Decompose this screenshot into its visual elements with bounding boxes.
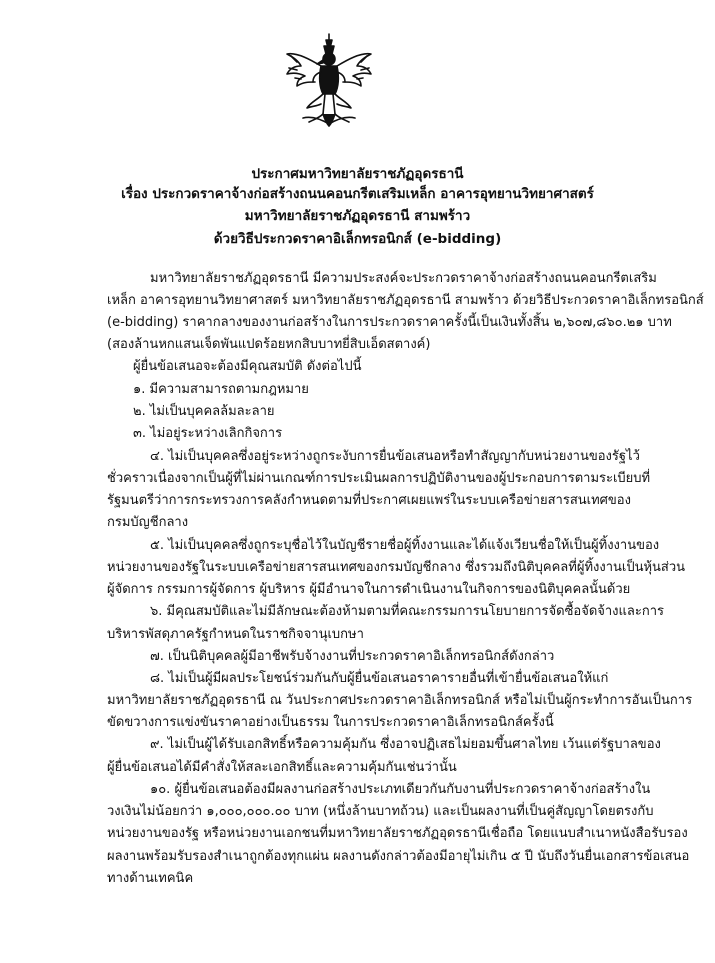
- list-item: ๕. ไม่เป็นบุคคลซึ่งถูกระบุชื่อไว้ในบัญชีรายชื่อผู้ทิ้งงานและได้แจ้งเวียนชื่อให้เป็นผู้ทิ้งงานของ: [150, 538, 660, 553]
- body-line: มหาวิทยาลัยราชภัฏอุดรธานี มีความประสงค์จะประกวดราคาจ้างก่อสร้างถนนคอนกรีตเสริม: [150, 271, 657, 286]
- subject-location: มหาวิทยาลัยราชภัฏอุดรธานี สามพร้าว: [244, 208, 471, 224]
- list-item: ๒. ไม่เป็นบุคคลล้มละลาย: [133, 404, 275, 419]
- list-item-cont: วงเงินไม่น้อยกว่า ๑,๐๐๐,๐๐๐.๐๐ บาท (หนึ่งล้านบาทถ้วน) และเป็นผลงานที่เป็นคู่สัญญาโดยตรงกับ: [107, 804, 654, 819]
- list-item: ๑. มีความสามารถตามกฎหมาย: [133, 382, 309, 397]
- list-item-cont: ทางด้านเทคนิค: [107, 871, 194, 886]
- list-item: ๓. ไม่อยู่ระหว่างเลิกกิจการ: [133, 426, 283, 441]
- announcement-heading: ประกาศมหาวิทยาลัยราชภัฏอุดรธานี: [251, 166, 464, 182]
- list-item: ๙. ไม่เป็นผู้ได้รับเอกสิทธิ์หรือความคุ้มกัน ซึ่งอาจปฏิเสธไม่ยอมขึ้นศาลไทย เว้นแต่รัฐบาลของ: [150, 737, 661, 752]
- list-item-cont: บริหารพัสดุภาครัฐกำหนดในราชกิจจานุเบกษา: [107, 627, 364, 642]
- list-item-cont: ขัดขวางการแข่งขันราคาอย่างเป็นธรรม ในการประกวดราคาอิเล็กทรอนิกส์ครั้งนี้: [107, 715, 554, 730]
- list-item-cont: ผู้จัดการ กรรมการผู้จัดการ ผู้บริหาร ผู้มีอำนาจในการดำเนินงานในกิจการของนิติบุคคลนั้นด้วย: [107, 582, 631, 597]
- body-line: (สองล้านหกแสนเจ็ดพันแปดร้อยหกสิบบาทยี่สิบเอ็ดสตางค์): [107, 337, 431, 352]
- list-item-cont: รัฐมนตรีว่าการกระทรวงการคลังกำหนดตามที่ประกาศเผยแพร่ในระบบเครือข่ายสารสนเทศของ: [107, 493, 631, 508]
- body-line: เหล็ก อาคารอุทยานวิทยาศาสตร์ มหาวิทยาลัยราชภัฏอุดรธานี สามพร้าว ด้วยวิธีประกวดราคาอิเล็กทรอนิกส์: [107, 293, 704, 308]
- list-item-cont: ชั่วคราวเนื่องจากเป็นผู้ที่ไม่ผ่านเกณฑ์การประเมินผลการปฏิบัติงานของผู้ประกอบการตามระเบียบที่: [107, 471, 651, 486]
- list-item: ๖. มีคุณสมบัติและไม่มีลักษณะต้องห้ามตามที่คณะกรรมการนโยบายการจัดซื้อจัดจ้างและการ: [150, 604, 665, 619]
- garuda-emblem: [283, 32, 375, 128]
- list-item-cont: หน่วยงานของรัฐในระบบเครือข่ายสารสนเทศของกรมบัญชีกลาง ซึ่งรวมถึงนิติบุคคลที่ผู้ทิ้งงานเป็นหุ้นส่วน: [107, 560, 686, 575]
- list-item-cont: กรมบัญชีกลาง: [107, 515, 189, 530]
- list-item: ๘. ไม่เป็นผู้มีผลประโยชน์ร่วมกันกับผู้ยื่นข้อเสนอราคารายอื่นที่เข้ายื่นข้อเสนอให้แก่: [150, 671, 609, 686]
- list-item: ๑๐. ผู้ยื่นข้อเสนอต้องมีผลงานก่อสร้างประเภทเดียวกันกับงานที่ประกวดราคาจ้างก่อสร้างใน: [150, 782, 651, 797]
- list-item-cont: ผู้ยื่นข้อเสนอได้มีคำสั่งให้สละเอกสิทธิ์และความคุ้มกันเช่นว่านั้น: [107, 760, 457, 775]
- list-item-cont: มหาวิทยาลัยราชภัฏอุดรธานี ณ วันประกาศประกวดราคาอิเล็กทรอนิกส์ หรือไม่เป็นผู้กระทำการอันเป็นการ: [107, 693, 693, 708]
- list-item: ๔. ไม่เป็นบุคคลซึ่งอยู่ระหว่างถูกระงับการยื่นข้อเสนอหรือทำสัญญากับหน่วยงานของรัฐไว้: [150, 449, 640, 464]
- qualifications-intro: ผู้ยื่นข้อเสนอจะต้องมีคุณสมบัติ ดังต่อไปนี้: [133, 359, 362, 374]
- list-item: ๗. เป็นนิติบุคคลผู้มีอาชีพรับจ้างงานที่ประกวดราคาอิเล็กทรอนิกส์ดังกล่าว: [150, 649, 555, 664]
- list-item-cont: หน่วยงานของรัฐ หรือหน่วยงานเอกชนที่มหาวิทยาลัยราชภัฏอุดรธานีเชื่อถือ โดยแนบสำเนาหนังสือรับรอง: [107, 826, 688, 841]
- subject-method: ด้วยวิธีประกวดราคาอิเล็กทรอนิกส์ (e-bidding): [213, 231, 502, 247]
- list-item-cont: ผลงานพร้อมรับรองสำเนาถูกต้องทุกแผ่น ผลงานดังกล่าวต้องมีอายุไม่เกิน ๕ ปี นับถึงวันยื่นเอกสารข้อเสนอ: [107, 849, 690, 864]
- subject-line: เรื่อง ประกวดราคาจ้างก่อสร้างถนนคอนกรีตเสริมเหล็ก อาคารอุทยานวิทยาศาสตร์: [121, 186, 594, 202]
- body-line: (e-bidding) ราคากลางของงานก่อสร้างในการประกวดราคาครั้งนี้เป็นเงินทั้งสิ้น ๒,๖๐๗,๘๖๐.๒๑ บาท: [107, 315, 672, 330]
